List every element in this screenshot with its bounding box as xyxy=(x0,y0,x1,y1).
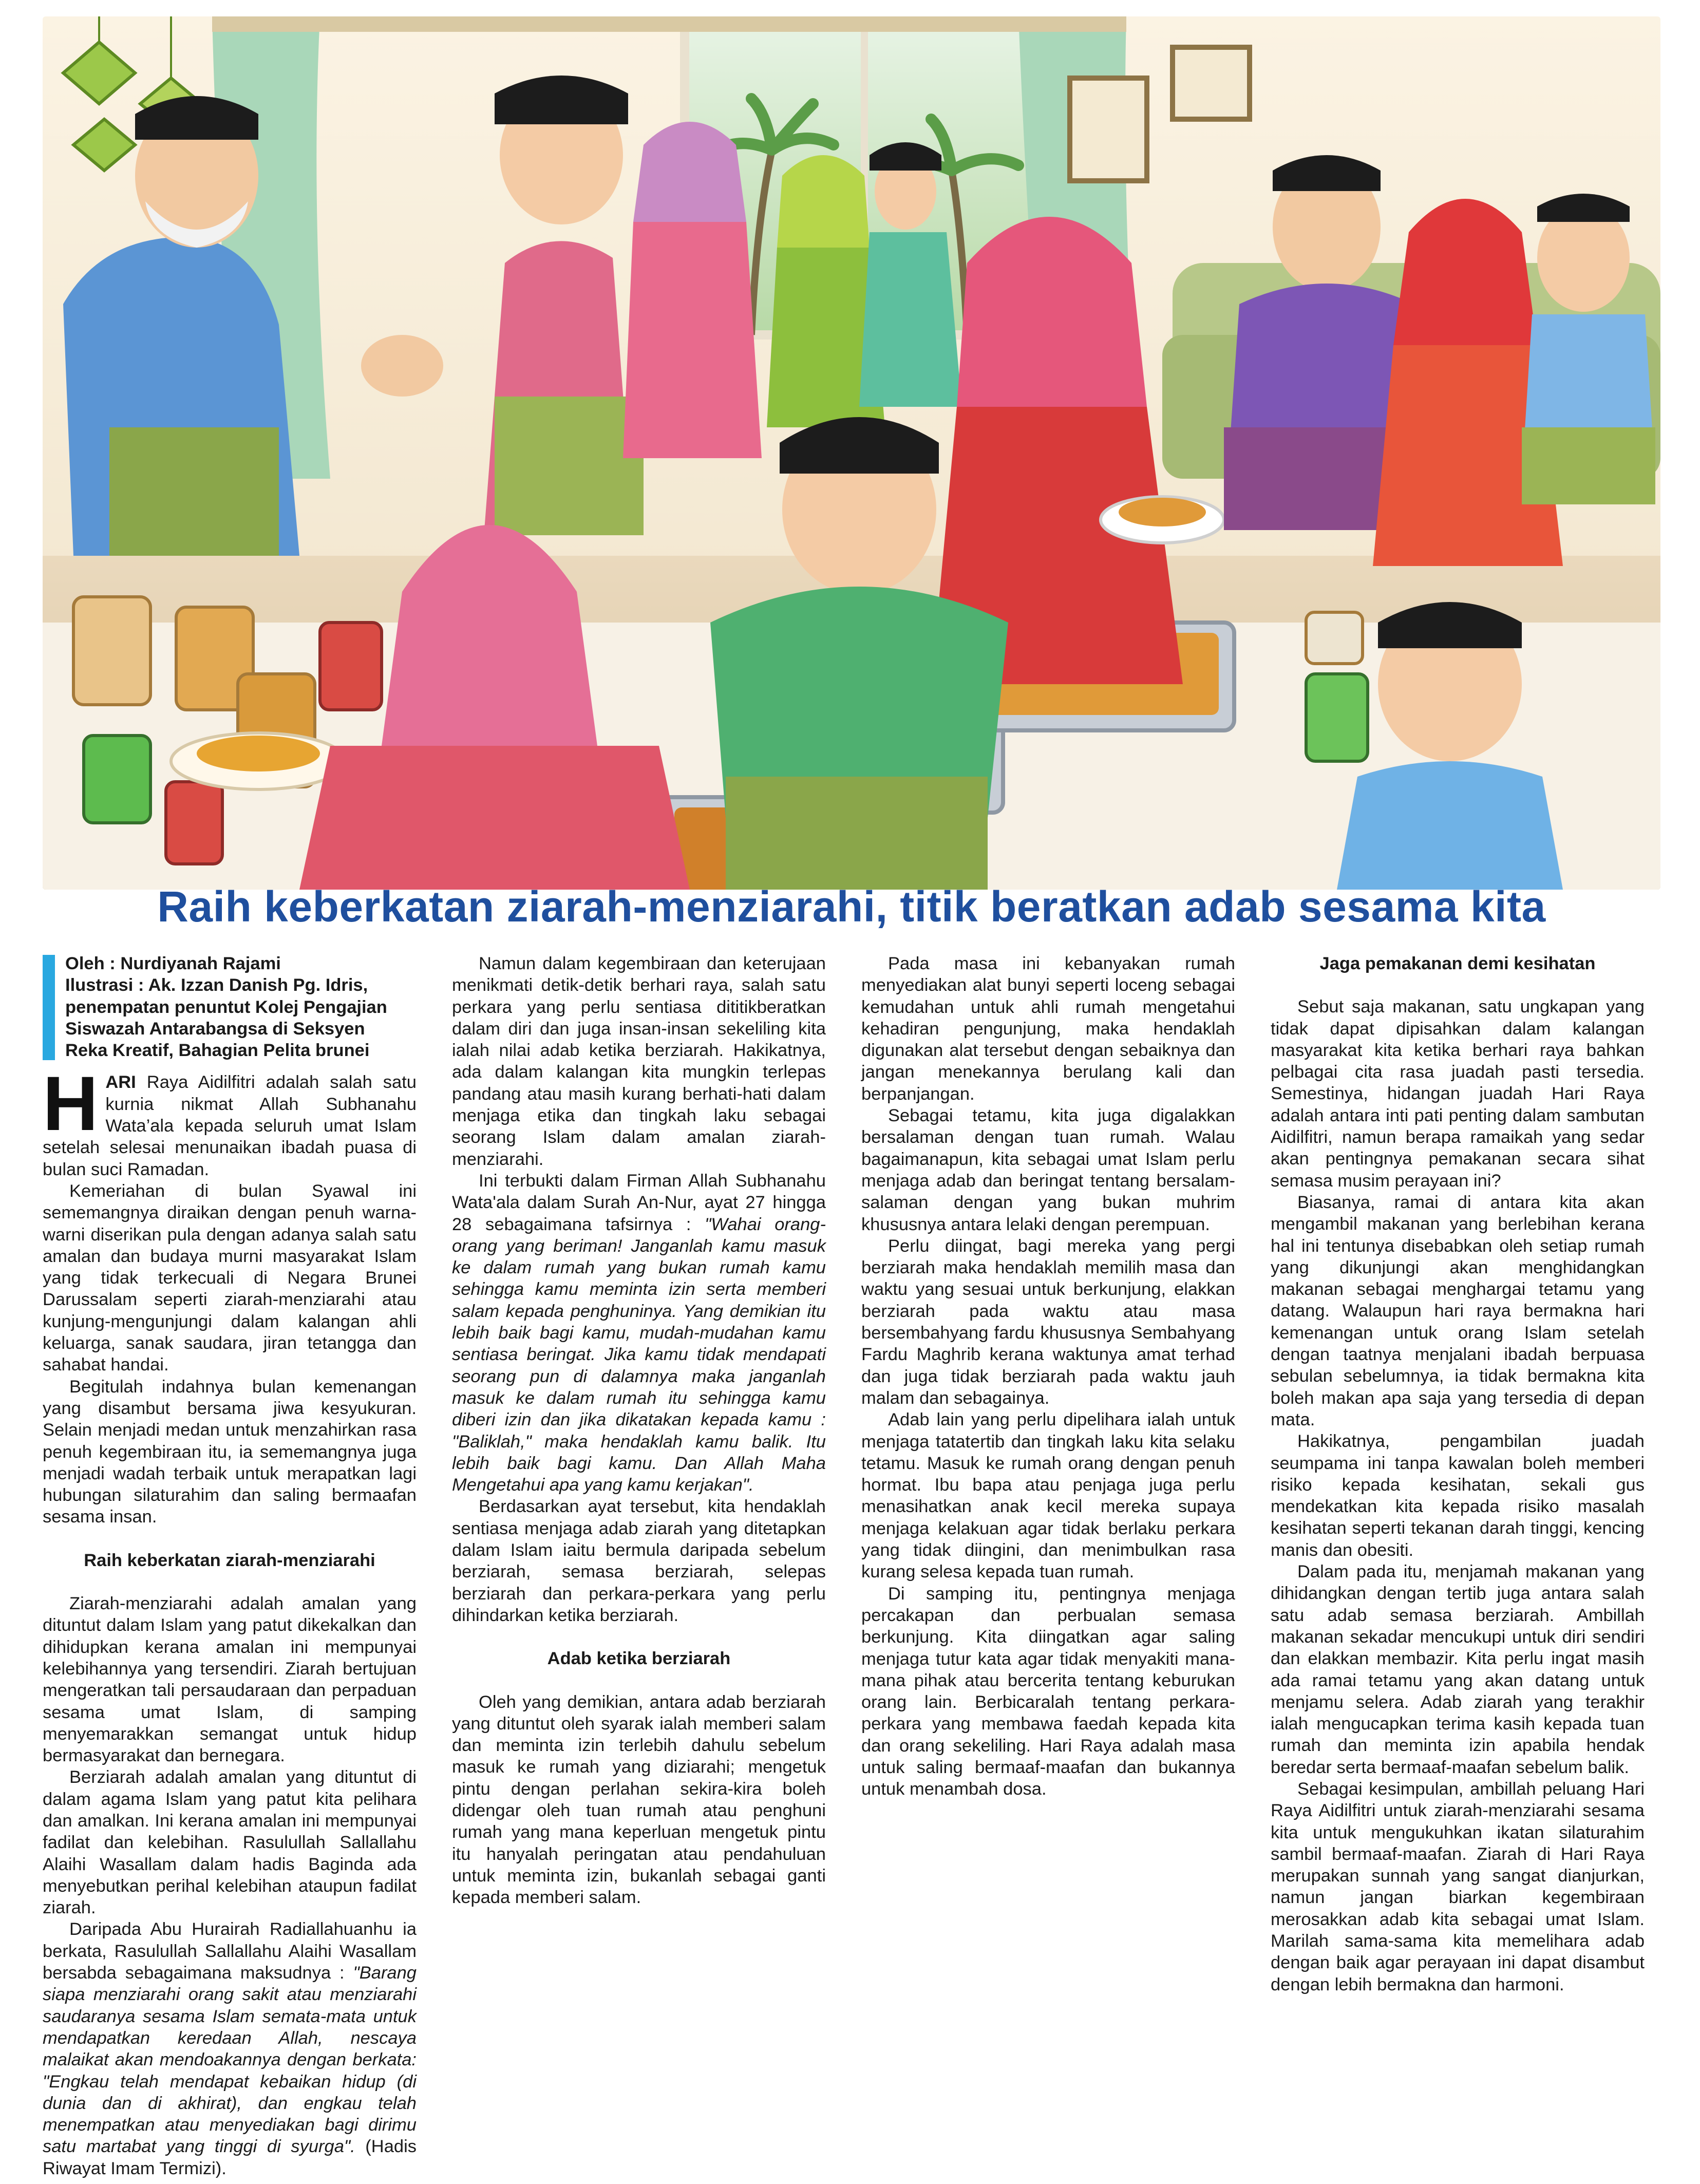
lead-word: ARI xyxy=(105,1072,136,1093)
article-paragraph: Kemeriahan di bulan Syawal ini sememangnya diraikan dengan penuh warna-warni diserikan pula dengan adanya salah satu amalan dan budaya murni masyarakat Islam yang tidak terkecuali di Negara Brunei Darussalam seperti ziarah-menziarahi atau kunjung-mengunjungi dalam kalangan ahli keluarga, sanak saudara, jiran tetangga dan sahabat handai. xyxy=(43,1181,417,1375)
quran-quote: "Wahai orang-orang yang beriman! Janganlah kamu masuk ke dalam rumah yang bukan rumah kamu sehingga kamu meminta izin serta memberi salam kepada penghuninya. Yang demikian itu lebih baik bagi kamu, mudah-mudahan kamu sentiasa beringat. Jika kamu tidak mendapati seorang pun di dalamnya maka janganlah masuk ke dalam rumah itu sehingga kamu diberi izin dan jika dikatakan kepada kamu : "Baliklah," maka hendaklah kamu balik. Itu lebih baik bagi kamu. Dan Allah Maha Mengetahui apa yang kamu kerjakan". xyxy=(452,1214,826,1495)
article-paragraph: Berziarah adalah amalan yang dituntut di dalam agama Islam yang patut kita pelihara dan amalkan. Ini kerana amalan ini mempunyai fadilat dan kelebihan. Rasulullah Sallallahu Alaihi Wasallam dalam hadis Baginda ada menyebutkan perihal kelebihan ataupun fadilat ziarah. xyxy=(43,1767,417,1918)
article-paragraph: Sebut saja makanan, satu ungkapan yang tidak dapat dipisahkan dalam kalangan masyarakat kita ketika berhari raya bahkan pelbagai cita rasa juadah pasti tersedia. Semestinya, hidangan juadah Hari Raya adalah antara inti pati penting dalam sambutan Aidilfitri, namun berapa ramaikah yang sedar akan pentingnya pemakanan secara sihat semasa musim perayaan ini? xyxy=(1271,997,1645,1191)
byline-accent-bar xyxy=(43,955,55,1060)
article-paragraph: Berdasarkan ayat tersebut, kita hendaklah sentiasa menjaga adab ziarah yang ditetapkan dalam Islam iaitu bermula daripada sebelum berziarah, semasa berziarah, selepas berziarah dan perkara-perkara yang perlu dihindarkan ketika berziarah. xyxy=(452,1497,826,1625)
section-heading: Raih keberkatan ziarah-menziarahi xyxy=(84,1550,375,1570)
section-heading: Adab ketika berziarah xyxy=(547,1649,731,1669)
article-paragraph: Oleh yang demikian, antara adab berziarah yang dituntut oleh syarak ialah memberi salam dan meminta izin terlebih dahulu sebelum masuk ke rumah yang diziarahi; mengetuk pintu dengan perlahan sekira-kira boleh didengar oleh tuan rumah atau penghuni rumah yang mana keperluan mengetuk pintu itu hanyalah peringatan atau pendahuluan untuk meminta izin, bukanlah sebagai ganti kepada memberi salam. xyxy=(452,1692,826,1908)
byline-illustrator: Ilustrasi : Ak. Izzan Danish Pg. Idris, xyxy=(65,975,368,995)
byline-author: Oleh : Nurdiyanah Rajami xyxy=(65,954,281,973)
article-paragraph: Begitulah indahnya bulan kemenangan yang disambut bersama jiwa kesyukuran. Selain menjadi medan untuk menzahirkan rasa penuh kegembiraan itu, ia sememangnya juga menjadi wadah terbaik untuk merapatkan lagi hubungan silaturahim dan saling bermaafan sesama insan. xyxy=(43,1377,417,1527)
byline xyxy=(43,953,417,1061)
article-paragraph: HARI Raya Aidilfitri adalah salah satu kurnia nikmat Allah Subhanahu Wata’ala kepada seluruh umat Islam setelah selesai menunaikan ibadah puasa di bulan suci Ramadan. xyxy=(43,1060,417,1179)
article-column-3 xyxy=(861,953,1235,1800)
article-column-4 xyxy=(1271,953,1645,1995)
article-paragraph: Hakikatnya, pengambilan juadah seumpama ini tanpa kawalan boleh memberi risiko kepada kesihatan, sekali gus mendekatkan kita kepada risiko masalah kesihatan seperti tekanan darah tinggi, kencing manis dan obesiti. xyxy=(1271,1432,1645,1560)
hari-raya-illustration xyxy=(43,16,1660,890)
byline-affiliation: Reka Kreatif, Bahagian Pelita brunei xyxy=(65,1041,370,1061)
article-paragraph: Sebagai kesimpulan, ambillah peluang Hari Raya Aidilfitri untuk ziarah-menziarahi sesama kita untuk mengukuhkan ikatan silaturahim sambil bermaaf-maafan. Ziarah di Hari Raya merupakan sunnah yang sangat dianjurkan, namun jangan biarkan kegembiraan merosakkan adab kita sebagai umat Islam. Marilah sama-sama kita memelihara adab dengan baik agar perayaan ini dapat disambut dengan lebih bermakna dan harmoni. xyxy=(1271,1779,1645,1994)
article-paragraph: Dalam pada itu, menjamah makanan yang dihidangkan dengan tertib juga antara salah satu adab semasa berziarah. Ambillah makanan sekadar mencukupi untuk diri sendiri dan elakkan membazir. Kita perlu ingat masih ada ramai tetamu yang akan datang untuk menjamu selera. Adab ziarah yang terakhir ialah mengucapkan terima kasih kepada tuan rumah dan meminta izin apabila hendak beredar serta bermaaf-maafan sebelum balik. xyxy=(1271,1562,1645,1777)
article-paragraph: Ziarah-menziarahi adalah amalan yang dituntut dalam Islam yang patut dikekalkan dan dihidupkan kerana amalan ini mempunyai kelebihannya yang tersendiri. Ziarah bertujuan mengeratkan tali persaudaraan dan perpaduan sesama umat Islam, di samping menyemarakkan semangat untuk hidup bermasyarakat dan bernegara. xyxy=(43,1594,417,1766)
article-paragraph: Daripada Abu Hurairah Radiallahuanhu ia berkata, Rasulullah Sallallahu Alaihi Wasallam bersabda sebagaimana maksudnya : "Barang siapa menziarahi orang sakit atau menziarahi saudaranya sesama Islam semata-mata untuk mendapatkan keredaan Allah, nescaya malaikat akan mendoakannya dengan berkata: "Engkau telah mendapat kebaikan hidup (di dunia dan di akhirat), dan engkau telah menempatkan atau menyediakan bagi dirimu satu martabat yang tinggi di syurga". (Hadis Riwayat Imam Termizi). xyxy=(43,1919,417,2178)
article-paragraph: Biasanya, ramai di antara kita akan mengambil makanan yang berlebihan kerana hal ini tentunya disebabkan oleh setiap rumah yang dikunjungi akan menghidangkan makanan sebagai menghargai tetamu yang datang. Walaupun hari raya bermakna hari kemenangan untuk orang Islam setelah dengan taatnya menjalani ibadah berpuasa sebulan sebelumnya, ia tidak bermakna kita boleh makan apa saja yang tersedia di depan mata. xyxy=(1271,1192,1645,1429)
section-heading: Jaga pemakanan demi kesihatan xyxy=(1319,954,1596,973)
article-column-2 xyxy=(452,953,826,1908)
article-paragraph: Pada masa ini kebanyakan rumah menyediakan alat bunyi seperti loceng sebagai kemudahan untuk ahli rumah mengetahui kehadiran pengunjung, maka hendaklah digunakan alat tersebut dengan sebaiknya dan jangan menekannya berulang kali dan berpanjangan. xyxy=(861,954,1235,1104)
article-paragraph: Perlu diingat, bagi mereka yang pergi berziarah maka hendaklah memilih masa dan waktu yang sesuai untuk berkunjung, elakkan berziarah pada waktu atau masa bersembahyang fardu khususnya Sembahyang Fardu Maghrib kerana waktunya amat terhad dan juga tidak berziarah pada waktu jauh malam dan sebagainya. xyxy=(861,1236,1235,1408)
article-paragraph: Sebagai tetamu, kita juga digalakkan bersalaman dengan tuan rumah. Walau bagaimanapun, kita sebagai umat Islam perlu menjaga adab dan beringat tentang bersalam-salaman dengan yang bukan muhrim khususnya antara lelaki dengan perempuan. xyxy=(861,1106,1235,1234)
byline-affiliation: penempatan penuntut Kolej Pengajian xyxy=(65,997,387,1017)
article-paragraph: Ini terbukti dalam Firman Allah Subhanahu Wata'ala dalam Surah An-Nur, ayat 27 hingga 28 sebagaimana tafsirnya : "Wahai orang-orang yang beriman! Janganlah kamu masuk ke dalam rumah yang bukan rumah kamu sehingga kamu meminta izin serta memberi salam kepada penghuninya. Yang demikian itu lebih baik bagi kamu, mudah-mudahan kamu sentiasa beringat. Jika kamu tidak mendapati seorang pun di dalamnya maka janganlah masuk ke dalam rumah itu sehingga kamu diberi izin dan jika dikatakan kepada kamu : "Baliklah," maka hendaklah kamu balik. Itu lebih baik bagi kamu. Dan Allah Maha Mengetahui apa yang kamu kerjakan". xyxy=(452,1171,826,1495)
hadith-quote: "Barang siapa menziarahi orang sakit atau menziarahi saudaranya sesama Islam semata-mata untuk mendapatkan keredaan Allah, nescaya malaikat akan mendoakannya dengan berkata: "Engkau telah mendapat kebaikan hidup (di dunia dan di akhirat), dan engkau telah menempatkan atau menyediakan bagi dirimu satu martabat yang tinggi di syurga". xyxy=(43,1963,417,2157)
drop-cap: H xyxy=(43,1060,99,1147)
article-headline: Raih keberkatan ziarah-menziarahi, titik beratkan adab sesama kita xyxy=(157,882,1546,931)
article-paragraph: Di samping itu, pentingnya menjaga percakapan dan perbualan semasa berkunjung. Kita diingatkan agar saling menjaga tutur kata agar tidak menyakiti mana-mana pihak atau bercerita tentang keburukan orang lain. Berbicaralah tentang perkara-perkara yang membawa faedah kepada kita dan orang sekeliling. Hari Raya adalah masa untuk saling bermaaf-maafan dan bukannya untuk menambah dosa. xyxy=(861,1584,1235,1799)
article-column-1 xyxy=(43,953,417,2179)
article-paragraph: Namun dalam kegembiraan dan keterujaan menikmati detik-detik berhari raya, salah satu perkara yang perlu sentiasa dititikberatkan dalam diri dan juga insan-insan sekeliling kita ialah nilai adab ketika berziarah. Hakikatnya, ada dalam kalangan kita mungkin terlepas pandang atau masih kurang berhati-hati dalam menjaga etika dan tingkah laku sebagai seorang Islam dalam amalan ziarah-menziarahi. xyxy=(452,954,826,1169)
byline-affiliation: Siswazah Antarabangsa di Seksyen xyxy=(65,1019,365,1039)
article-paragraph: Adab lain yang perlu dipelihara ialah untuk menjaga tatatertib dan tingkah laku kita selaku tetamu. Masuk ke rumah orang dengan penuh hormat. Ibu bapa atau penjaga juga perlu menasihatkan anak kecil mereka supaya menjaga kelakuan agar tidak berlaku perkara yang tidak diingini, dan menimbulkan rasa kurang selesa kepada tuan rumah. xyxy=(861,1410,1235,1582)
